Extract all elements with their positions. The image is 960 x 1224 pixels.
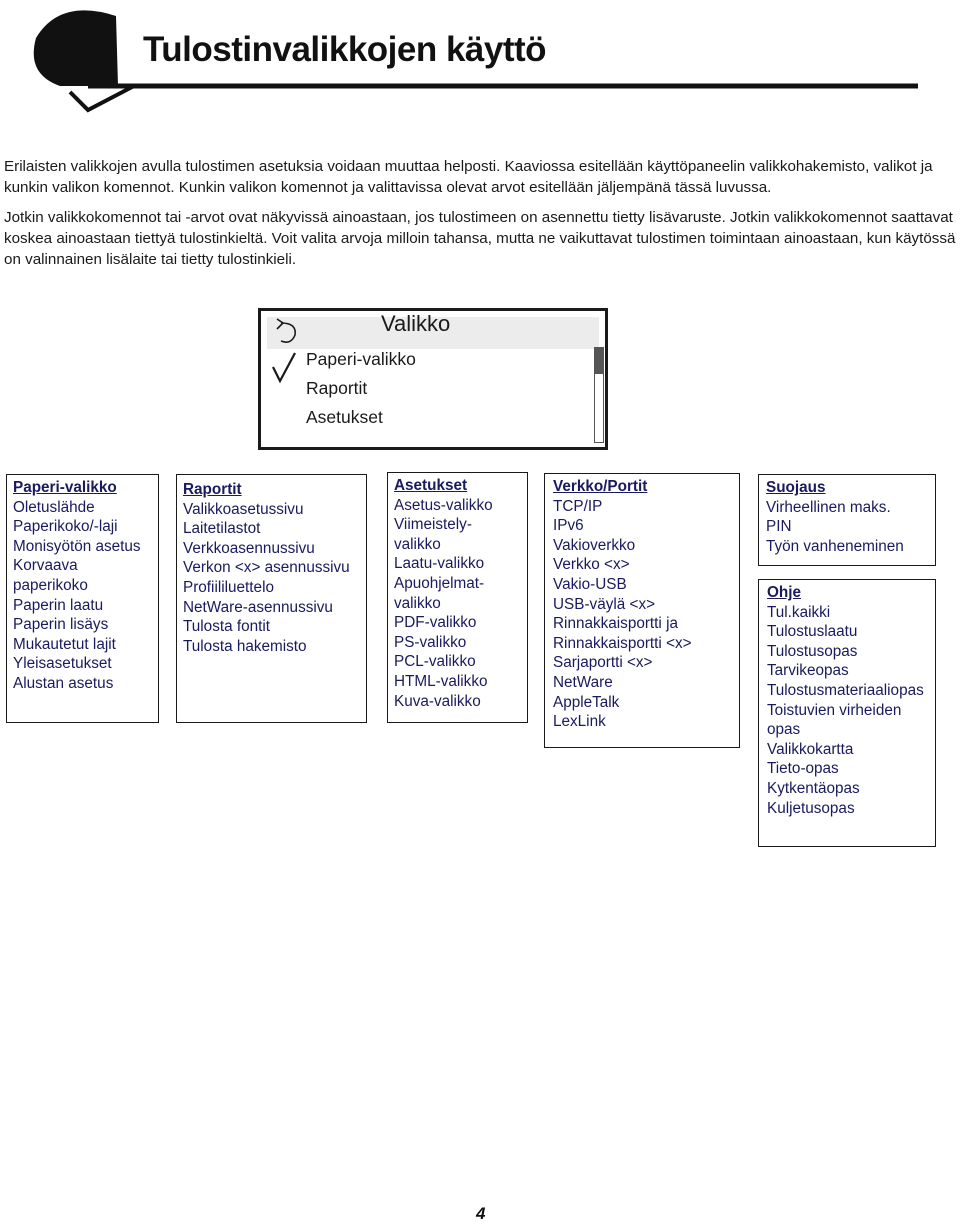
menu-item[interactable]: Valikkoasetussivu <box>183 500 304 518</box>
menu-item[interactable]: Tulosta hakemisto <box>183 637 307 655</box>
menu-box-raportit <box>176 474 367 723</box>
menu-heading-paperi[interactable]: Paperi-valikko <box>13 479 117 496</box>
menu-item[interactable]: IPv6 <box>553 517 584 535</box>
menu-item[interactable]: Asetus-valikko <box>394 496 493 514</box>
menu-item[interactable]: HTML-valikko <box>394 672 488 690</box>
menu-heading-suojaus[interactable]: Suojaus <box>766 479 826 496</box>
page-number: 4 <box>476 1204 486 1223</box>
display-scroll-thumb[interactable] <box>595 348 603 374</box>
menu-item[interactable]: Kuva-valikko <box>394 692 481 710</box>
menu-box-suojaus <box>758 474 936 566</box>
intro-paragraph-2: Jotkin valikkokomennot tai -arvot ovat näkyvissä ainoastaan, jos tulostimeen on asennettu tietty lisävaruste. Jotkin valikkokomennot saattavat koskea ainoastaan tiettyä tulostinkieltä. Voit valita arvoja milloin tahansa, mutta ne vaikuttavat tulostimen toimintaan ainoastaan, kun käytössä on valinnainen lisälaite tai tietty tulostinkieli. <box>4 209 956 268</box>
menu-item[interactable]: Verkko <x> <box>553 556 630 574</box>
menu-item[interactable]: Verkon <x> asennussivu <box>183 559 350 577</box>
menu-item[interactable]: Toistuvien virheiden <box>767 701 902 719</box>
menu-item[interactable]: USB-väylä <x> <box>553 595 656 613</box>
menu-item[interactable]: valikko <box>394 535 441 553</box>
display-item-paperi[interactable]: Paperi-valikko <box>306 349 416 369</box>
menu-item[interactable]: Valikkokartta <box>767 740 854 758</box>
menu-heading-verkko-portit[interactable]: Verkko/Portit <box>553 478 648 495</box>
menu-item[interactable]: PS-valikko <box>394 633 467 651</box>
checkmark-icon[interactable] <box>269 351 299 385</box>
menu-item[interactable]: Apuohjelmat- <box>394 574 485 592</box>
menu-item[interactable]: Verkkoasennussivu <box>183 539 315 557</box>
menu-item[interactable]: opas <box>767 721 801 739</box>
menu-item[interactable]: Yleisasetukset <box>13 655 112 673</box>
menu-item[interactable]: Kuljetusopas <box>767 799 855 817</box>
menu-item[interactable]: Korvaava <box>13 557 78 575</box>
menu-item[interactable]: Tarvikeopas <box>767 662 849 680</box>
display-title: Valikko <box>381 311 451 336</box>
menu-item[interactable]: Kytkentäopas <box>767 779 860 797</box>
menu-item[interactable]: TCP/IP <box>553 497 603 515</box>
menu-item[interactable]: Alustan asetus <box>13 674 114 692</box>
menu-item[interactable]: PIN <box>766 518 792 536</box>
menu-box-verkko-portit <box>544 473 740 748</box>
menu-item[interactable]: Oletuslähde <box>13 498 95 516</box>
menu-item[interactable]: Tulostusmateriaaliopas <box>767 681 924 699</box>
menu-item[interactable]: Tulostuslaatu <box>767 623 858 641</box>
menu-box-ohje <box>758 579 936 847</box>
menu-heading-ohje[interactable]: Ohje <box>767 584 801 601</box>
menu-item[interactable]: Mukautetut lajit <box>13 635 116 653</box>
menu-item[interactable]: Paperin laatu <box>13 596 104 614</box>
chapter-header <box>0 0 960 120</box>
menu-item[interactable]: Profiililuettelo <box>183 578 274 596</box>
menu-item[interactable]: AppleTalk <box>553 693 620 711</box>
menu-item[interactable]: Laitetilastot <box>183 520 261 538</box>
menu-heading-asetukset[interactable]: Asetukset <box>394 477 468 494</box>
menu-item[interactable]: PCL-valikko <box>394 653 476 671</box>
menu-item[interactable]: paperikoko <box>13 576 88 594</box>
menu-item[interactable]: Tieto-opas <box>767 760 839 778</box>
menu-item[interactable]: Sarjaportti <x> <box>553 654 653 672</box>
menu-item[interactable]: Vakioverkko <box>553 536 636 554</box>
display-item-asetukset[interactable]: Asetukset <box>306 407 383 427</box>
menu-item[interactable]: Tul.kaikki <box>767 603 831 621</box>
menu-box-paperi <box>6 474 159 723</box>
menu-item[interactable]: Viimeistely- <box>394 516 472 534</box>
menu-item[interactable]: Paperin lisäys <box>13 616 109 634</box>
menu-box-asetukset <box>387 472 528 723</box>
back-arrow-icon[interactable] <box>271 317 301 347</box>
display-item-raportit[interactable]: Raportit <box>306 378 368 398</box>
menu-item[interactable]: LexLink <box>553 713 606 731</box>
menu-item[interactable]: NetWare <box>553 673 613 691</box>
menu-item[interactable]: Vakio-USB <box>553 575 627 593</box>
menu-item[interactable]: Monisyötön asetus <box>13 537 141 555</box>
menu-item[interactable]: PDF-valikko <box>394 614 477 632</box>
page-title: Tulostinvalikkojen käyttö <box>143 30 547 69</box>
display-scrollbar[interactable] <box>594 347 604 443</box>
menu-item[interactable]: Tulosta fontit <box>183 618 271 636</box>
menu-item[interactable]: Paperikoko/-laji <box>13 518 118 536</box>
intro-paragraph-1: Erilaisten valikkojen avulla tulostimen asetuksia voidaan muuttaa helposti. Kaaviossa esitellään käyttöpaneelin valikkohakemisto, valikot ja kunkin valikon komennot. Kunkin valikon komennot ja valittavissa olevat arvot esitellään jäljempänä tässä luvussa. <box>4 158 933 196</box>
control-panel-display <box>258 308 608 450</box>
menu-item[interactable]: Tulostusopas <box>767 642 858 660</box>
menu-item[interactable]: Rinnakkaisportti ja <box>553 615 678 633</box>
menu-item[interactable]: valikko <box>394 594 441 612</box>
menu-heading-raportit[interactable]: Raportit <box>183 481 242 498</box>
menu-item[interactable]: Rinnakkaisportti <x> <box>553 634 692 652</box>
menu-item[interactable]: NetWare-asennussivu <box>183 598 333 616</box>
menu-item[interactable]: Työn vanheneminen <box>766 537 904 555</box>
menu-item[interactable]: Laatu-valikko <box>394 555 485 573</box>
menu-item[interactable]: Virheellinen maks. <box>766 498 891 516</box>
intro-text <box>4 156 956 279</box>
